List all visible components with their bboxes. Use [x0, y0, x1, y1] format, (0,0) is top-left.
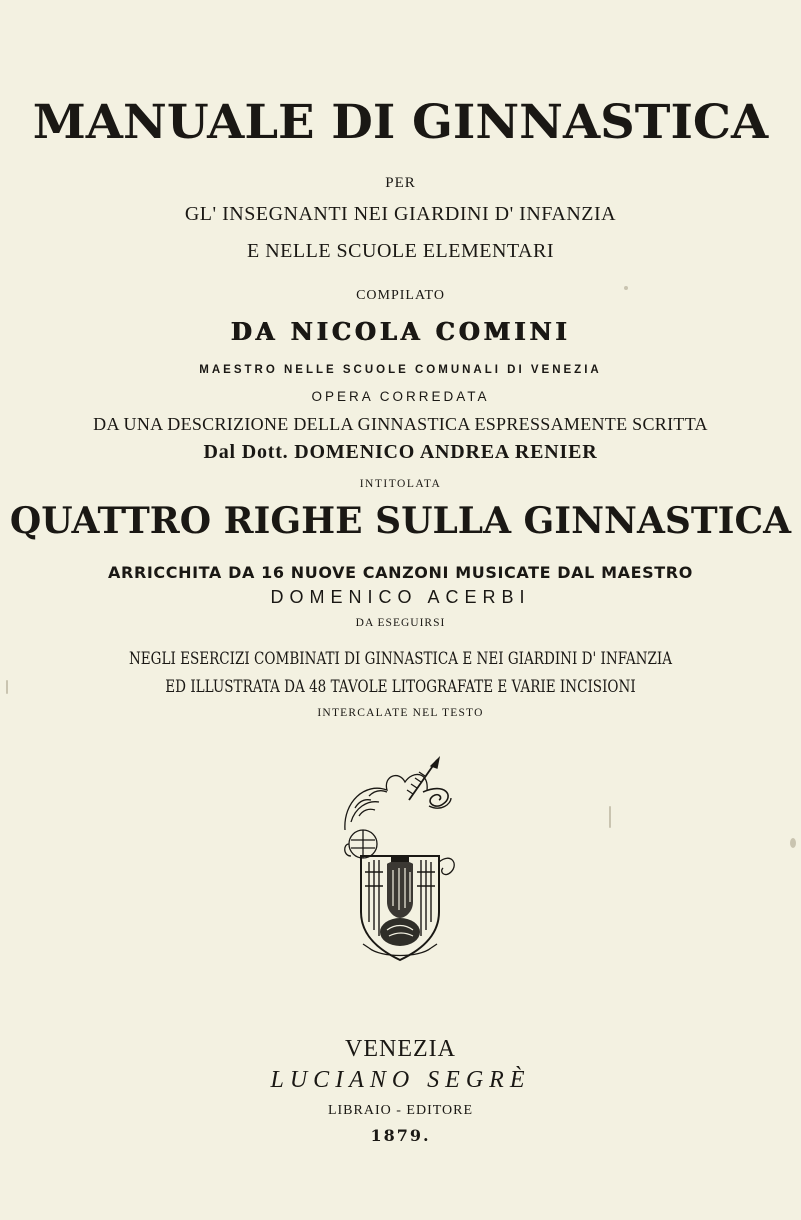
audience-line-1: GL' INSEGNANTI NEI GIARDINI D' INFANZIA — [184, 203, 617, 225]
imprint-city: VENEZIA — [345, 1036, 456, 1062]
book-title: MANUALE DI GINNASTICA — [32, 95, 769, 150]
intitolata-line: INTITOLATA — [359, 478, 442, 490]
publisher-emblem-icon — [325, 752, 475, 970]
subtitle: QUATTRO RIGHE SULLA GINNASTICA — [9, 500, 792, 542]
eseguirsi-line: DA ESEGUIRSI — [355, 617, 446, 629]
paper-speck — [790, 838, 796, 848]
enrichment-line-4: INTERCALATE NEL TESTO — [317, 707, 484, 719]
description-line: DA UNA DESCRIZIONE DELLA GINNASTICA ESPRESSAMENTE SCRITTA — [93, 414, 708, 434]
imprint-role: LIBRAIO - EDITORE — [327, 1103, 474, 1118]
author-name: DA NICOLA COMINI — [230, 317, 571, 346]
paper-speck — [6, 680, 8, 694]
author-role: MAESTRO NELLE SCUOLE COMUNALI DI VENEZIA — [199, 364, 602, 376]
enrichment-line-2: NEGLI ESERCIZI COMBINATI DI GINNASTICA E NEI GIARDINI D' INFANZIA — [128, 649, 673, 668]
enrichment-line-1: ARRICCHITA DA 16 NUOVE CANZONI MUSICATE DAL MAESTRO — [108, 563, 693, 582]
composer-name: DOMENICO ACERBI — [270, 587, 531, 607]
audience-line-2: E NELLE SCUOLE ELEMENTARI — [247, 240, 554, 262]
imprint-year: 1879. — [370, 1126, 431, 1145]
compilato-line: COMPILATO — [356, 288, 445, 303]
paper-speck — [624, 286, 628, 290]
per-line: PER — [385, 175, 416, 191]
opera-corredata: OPERA CORREDATA — [311, 389, 490, 404]
imprint-publisher: LUCIANO SEGRÈ — [270, 1067, 531, 1093]
paper-speck — [609, 806, 611, 828]
contributor-line: Dal Dott. DOMENICO ANDREA RENIER — [203, 441, 598, 463]
enrichment-line-3: ED ILLUSTRATA DA 48 TAVOLE LITOGRAFATE E VARIE INCISIONI — [165, 677, 636, 696]
